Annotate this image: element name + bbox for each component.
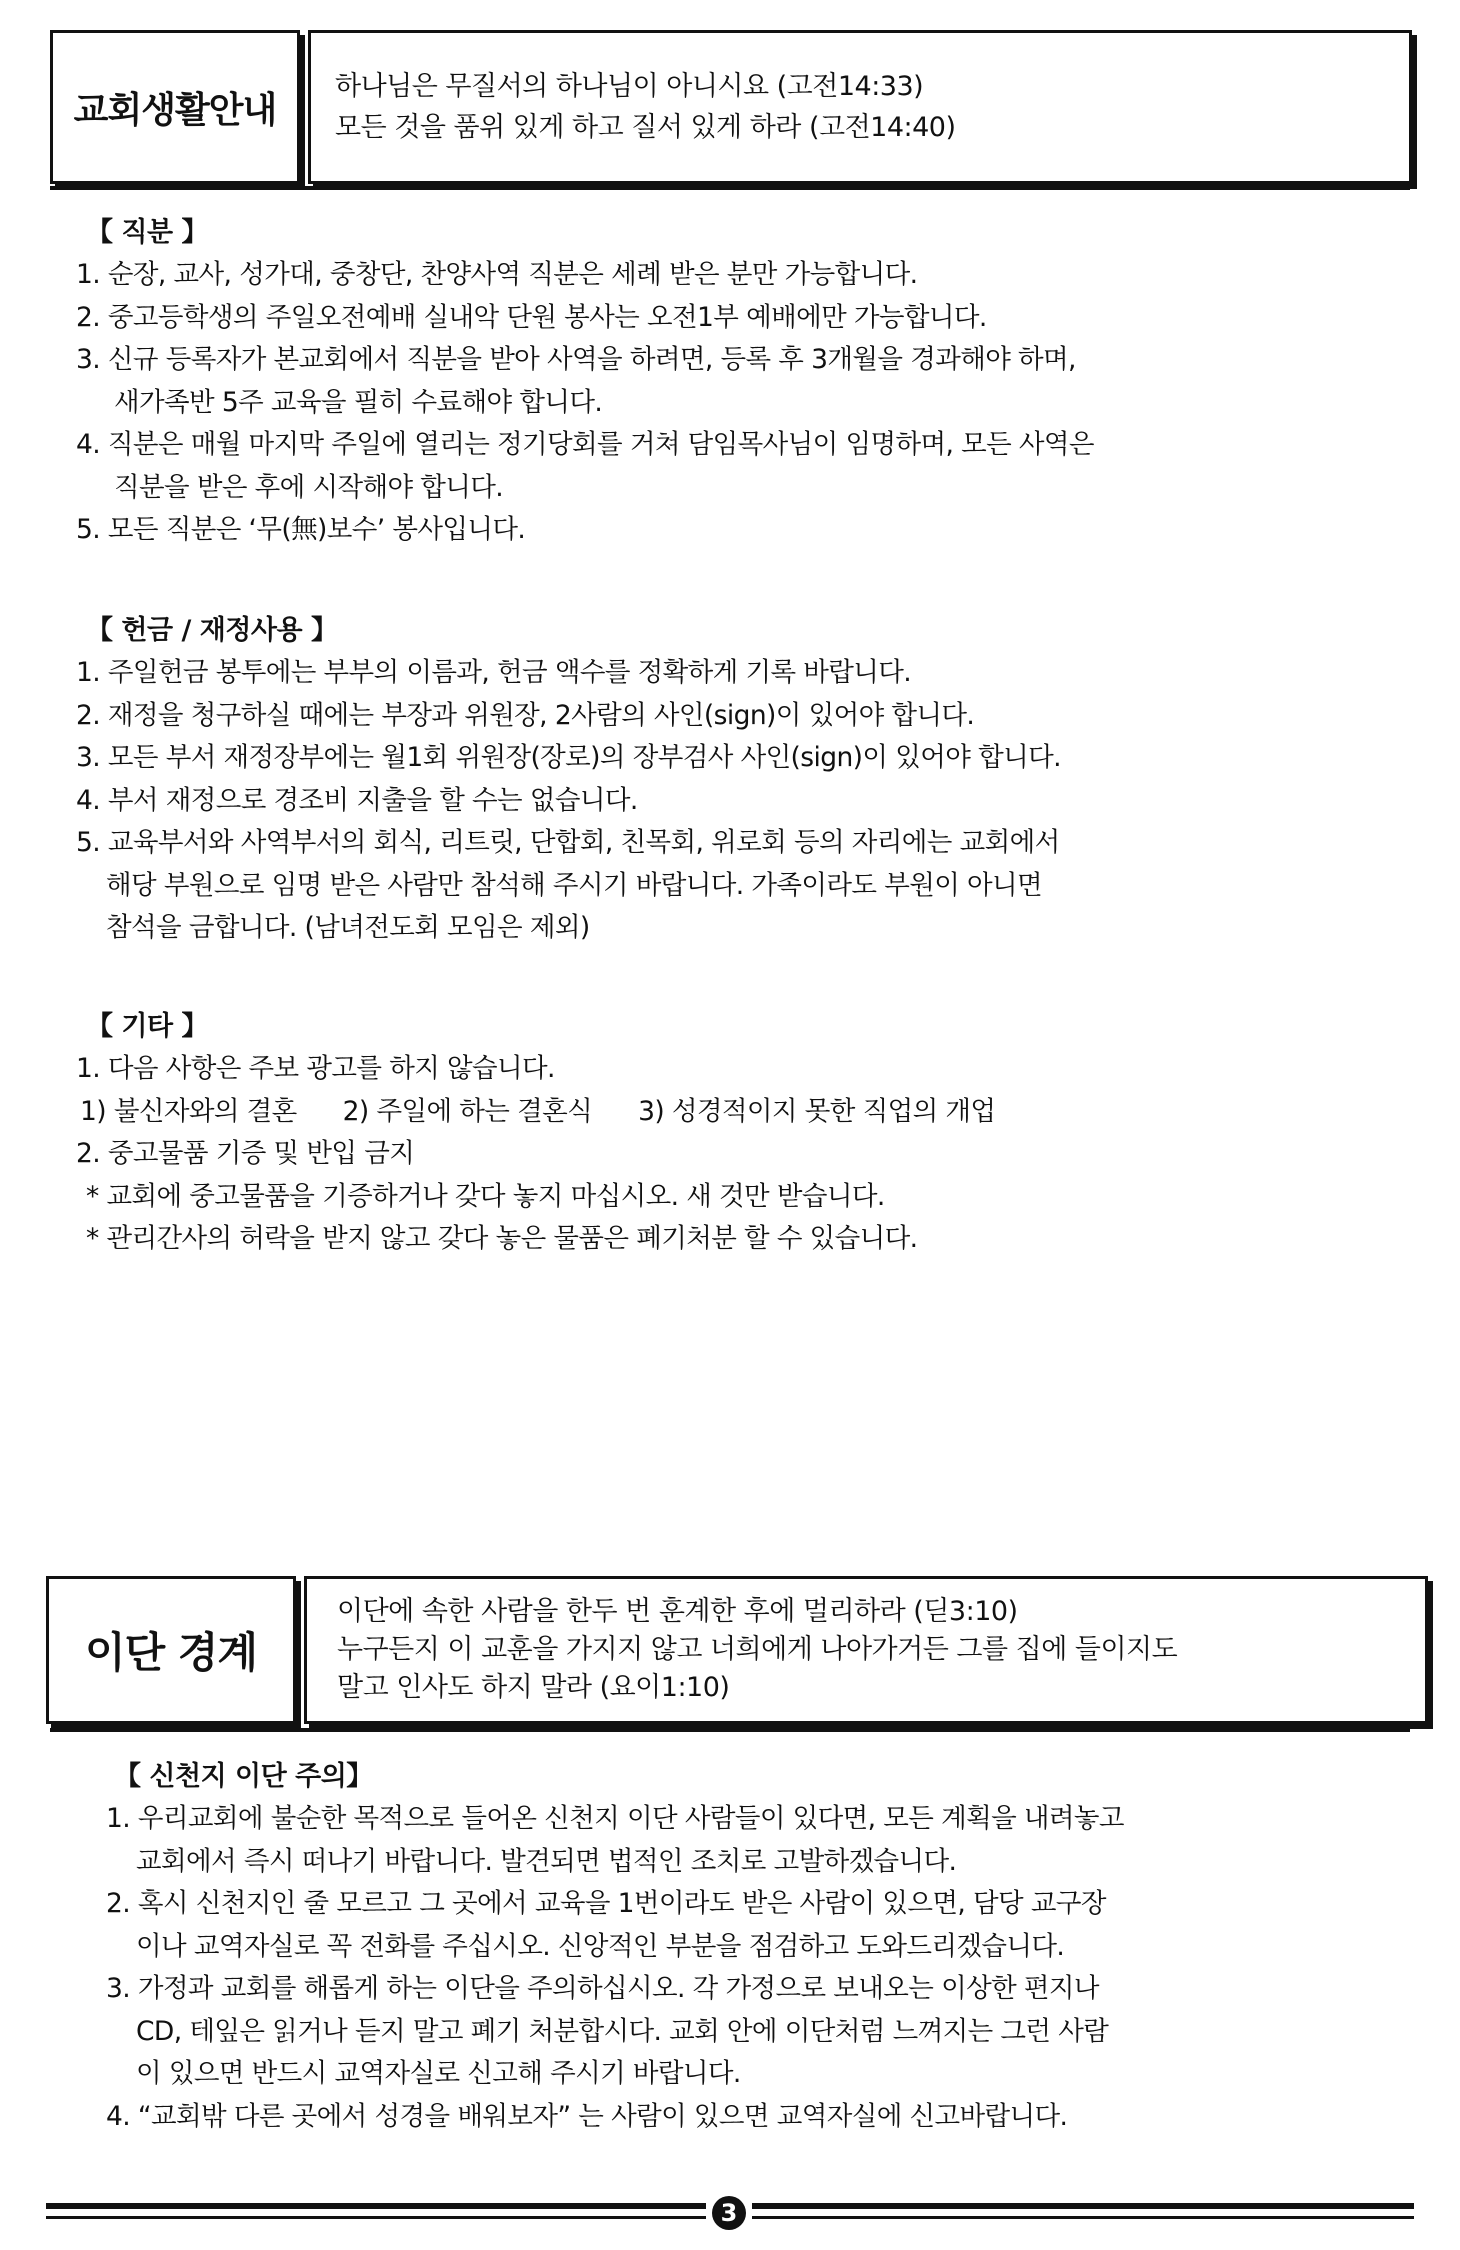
- section-etc: [76, 1006, 1416, 1261]
- footer-rule-left: [46, 2203, 706, 2209]
- sub-item: 1) 불신자와의 결혼: [80, 1095, 297, 1127]
- top-title: 교회생활안내: [73, 89, 277, 131]
- list-item: 2. 중고등학생의 주일오전예배 실내악 단원 봉사는 오전1부 예배에만 가능합니다.: [76, 301, 987, 333]
- list-item: 4. 부서 재정으로 경조비 지출을 할 수는 없습니다.: [76, 784, 638, 816]
- bottom-quote-line: 말고 인사도 하지 말라 (요이1:10): [337, 1672, 730, 1703]
- top-title-box: [50, 30, 300, 184]
- list-item: 새가족반 5주 교육을 필히 수료해야 합니다.: [114, 386, 603, 418]
- list-item: 3. 모든 부서 재정장부에는 월1회 위원장(장로)의 장부검사 사인(sign)이 있어야 합니다.: [76, 742, 1061, 773]
- list-item: 2. 재정을 청구하실 때에는 부장과 위원장, 2사람의 사인(sign)이 있어야 합니다.: [76, 699, 975, 731]
- bottom-quote-line: 이단에 속한 사람을 한두 번 훈계한 후에 멀리하라 (딛3:10): [337, 1596, 1018, 1627]
- section-finance: [76, 610, 1416, 950]
- list-item: 3. 가정과 교회를 해롭게 하는 이단을 주의하십시오. 각 가정으로 보내오는 이상한 편지나: [106, 1973, 1099, 2004]
- list-item: 이나 교역자실로 꼭 전화를 주십시오. 신앙적인 부분을 점검하고 도와드리겠습니다.: [136, 1930, 1065, 1962]
- list-item: 참석을 금합니다. (남녀전도회 모임은 제외): [106, 912, 590, 943]
- bottom-divider: [50, 1728, 1410, 1732]
- list-item: * 관리간사의 허락을 받지 않고 갖다 놓은 물품은 폐기처분 할 수 있습니다.: [86, 1223, 918, 1254]
- list-item: * 교회에 중고물품을 기증하거나 갖다 놓지 마십시오. 새 것만 받습니다.: [86, 1180, 885, 1212]
- list-item: 5. 모든 직분은 ‘무(無)보수’ 봉사입니다.: [76, 514, 526, 545]
- footer-rule-left-thin: [46, 2216, 706, 2219]
- footer-rule-right-thin: [752, 2216, 1414, 2219]
- list-item: 직분을 받은 후에 시작해야 합니다.: [114, 471, 504, 503]
- list-item: 교회에서 즉시 떠나기 바랍니다. 발견되면 법적인 조치로 고발하겠습니다.: [136, 1845, 957, 1877]
- footer-rule-right: [752, 2203, 1414, 2209]
- list-item: 5. 교육부서와 사역부서의 회식, 리트릿, 단합회, 친목회, 위로회 등의 자리에는 교회에서: [76, 827, 1060, 858]
- bottom-title-box: [46, 1576, 296, 1724]
- list-item: 해당 부원으로 임명 받은 사람만 참석해 주시기 바랍니다. 가족이라도 부원이 아니면: [106, 869, 1043, 901]
- list-item: 2. 중고물품 기증 및 반입 금지: [76, 1138, 415, 1169]
- list-item: 3. 신규 등록자가 본교회에서 직분을 받아 사역을 하려면, 등록 후 3개월을 경과해야 하며,: [76, 344, 1076, 375]
- list-item: 1. 순장, 교사, 성가대, 중창단, 찬양사역 직분은 세례 받은 분만 가능합니다.: [76, 259, 918, 290]
- section-warning: [106, 1756, 1446, 2138]
- top-quote-line: 모든 것을 품위 있게 하고 질서 있게 하라 (고전14:40): [335, 112, 956, 143]
- sub-item: 2) 주일에 하는 결혼식: [342, 1095, 593, 1127]
- list-item: 1. 주일헌금 봉투에는 부부의 이름과, 헌금 액수를 정확하게 기록 바랍니다.: [76, 657, 912, 688]
- list-item: CD, 테잎은 읽거나 듣지 말고 폐기 처분합시다. 교회 안에 이단처럼 느껴지는 그런 사람: [136, 2015, 1109, 2047]
- top-divider: [50, 186, 1410, 190]
- bottom-quote-line: 누구든지 이 교훈을 가지지 않고 너희에게 나아가거든 그를 집에 들이지도: [337, 1634, 1178, 1665]
- list-item: 4. 직분은 매월 마지막 주일에 열리는 정기당회를 거쳐 담임목사님이 임명하며, 모든 사역은: [76, 429, 1094, 460]
- section-heading: 【 직분 】: [86, 217, 208, 248]
- list-item: 2. 혹시 신천지인 줄 모르고 그 곳에서 교육을 1번이라도 받은 사람이 있으면, 담당 교구장: [106, 1888, 1106, 1919]
- section-heading: 【 신천지 이단 주의】: [114, 1761, 373, 1792]
- list-item: 1. 우리교회에 불순한 목적으로 들어온 신천지 이단 사람들이 있다면, 모든 계획을 내려놓고: [106, 1803, 1124, 1834]
- section-duty: [76, 212, 1416, 552]
- page-number: 3: [712, 2196, 746, 2230]
- list-item: 4. “교회밖 다른 곳에서 성경을 배워보자” 는 사람이 있으면 교역자실에 신고바랍니다.: [106, 2100, 1068, 2132]
- sub-item: 3) 성경적이지 못한 직업의 개업: [638, 1095, 996, 1127]
- section-heading: 【 기타 】: [86, 1011, 208, 1042]
- list-item: 이 있으면 반드시 교역자실로 신고해 주시기 바랍니다.: [136, 2058, 741, 2089]
- list-item: 1. 다음 사항은 주보 광고를 하지 않습니다.: [76, 1053, 555, 1084]
- top-quote-box: [308, 30, 1412, 184]
- list-item-subitems: [76, 1091, 1416, 1134]
- bottom-quote-box: [304, 1576, 1428, 1724]
- section-heading: 【 헌금 / 재정사용 】: [86, 615, 338, 646]
- top-quote-line: 하나님은 무질서의 하나님이 아니시요 (고전14:33): [335, 71, 924, 102]
- bottom-title: 이단 경계: [85, 1628, 257, 1677]
